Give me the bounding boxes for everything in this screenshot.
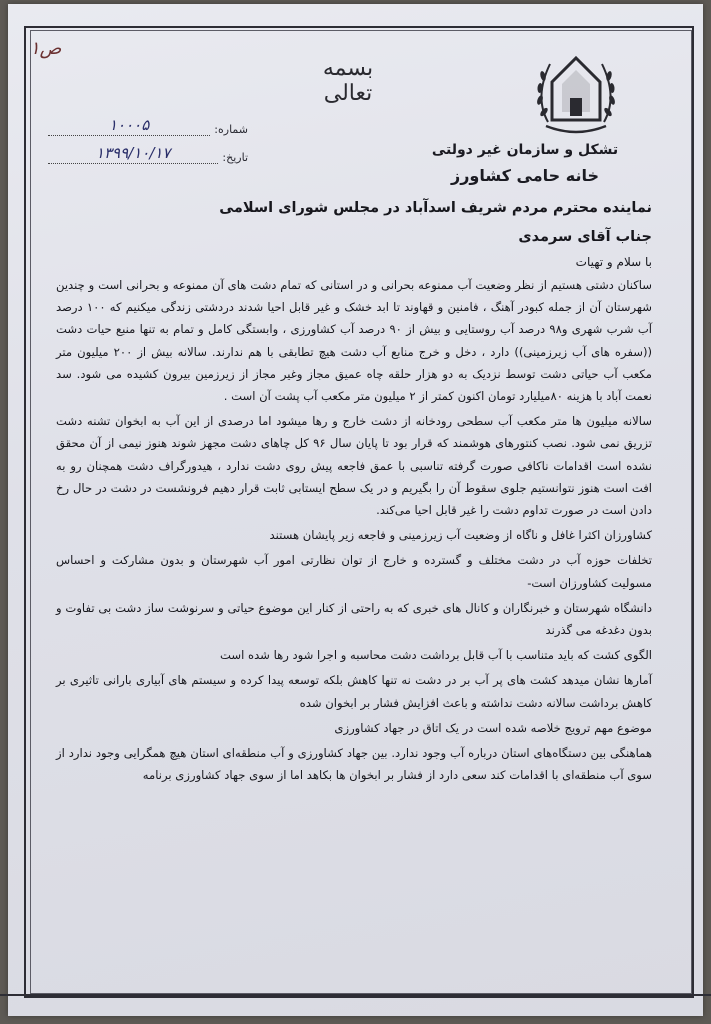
paragraph: الگوی کشت که باید متناسب با آب قابل برداشت دشت محاسبه و اجرا شود رها شده است	[220, 648, 652, 663]
date-row	[48, 144, 248, 164]
organization-title: خانه حامی کشاورز	[451, 166, 599, 185]
organization-type: تشکل و سازمان غیر دولتی	[431, 142, 619, 158]
letter-metadata	[48, 116, 248, 172]
invocation-text: بسمه تعالی	[322, 56, 374, 106]
table-edge	[0, 994, 711, 996]
date-value: ۱۳۹۹/۱۰/۱۷	[48, 144, 218, 164]
organization-logo-emblem	[526, 42, 626, 142]
letter-page	[8, 4, 703, 1016]
paragraph: موضوع مهم ترویج خلاصه شده است در یک اتاق در جهاد کشاورزی	[334, 720, 652, 735]
paragraph: تخلفات حوزه آب در دشت مختلف و گسترده و خارج از توان نظارتی امور آب شهرستان و بدون مشارکت و احساس مسولیت کشاورزان است-	[56, 553, 652, 590]
page-mark: ص۱	[30, 38, 62, 59]
paragraph: آمارها نشان میدهد کشت های پر آب بر در دشت نه تنها کاهش بلکه توسعه پیدا کرده و سیستم های آبیاری بارانی تاثیری بر کاهش برداشت سالانه دشت نداشته و باعث افزایش فشار بر ابخوان شده	[56, 673, 652, 710]
paragraph: هماهنگی بین دستگاه‌های استان درباره آب وجود ندارد. بین جهاد کشاورزی و آب منطقه‌ای استان هیچ همگرایی وجود ندارد از سوی آب منطقه‌ای با اقدامات کند سعی دارد از فشار بر ابخوان ها بکاهد اما از سوی جهاد کشاورزی برنامه	[56, 746, 652, 783]
date-label: تاریخ:	[222, 151, 248, 164]
paragraph: ساکنان دشتی هستیم از نظر وضعیت آب ممنوعه بحرانی و در استانی که تمام دشت های آن ممنوعه و بحرانی است و چندین شهرستان آن از جمله کبودر آهنگ ، فامنین و قهاوند تا ابد خشک و غیر قابل احیا شدند دردشتی زندگی میکنیم که ۱۰۰ درصد آب شرب شهری و۹۸ درصد آب روستایی و بیش از ۹۰ درصد آب کشاورزی ، وابستگی کامل و تمام به تنها منبع حیات دشت ((سفره های آب زیرزمینی)) دارد ، دخل و خرج منابع آب دشت هیچ تطابقی با هم ندارند. سالانه بیش از ۲۰۰ میلیون متر مکعب آب حیاتی دشت توسط نزدیک به دو هزار حلقه چاه عمیق مجاز وغیر مجاز از زیرزمین بیرون کشیده می شود. سد نعمت آباد با هزینه ۸۰میلیارد تومان اکنون کمتر از ۲ میلیون متر مکعب آب پشت آن است .	[56, 278, 653, 404]
number-value: ۱۰۰۰۵	[48, 116, 210, 136]
paragraph: کشاورزان اکثرا غافل و ناگاه از وضعیت آب زیرزمینی و فاجعه زیر پایشان هستند	[269, 528, 652, 543]
paragraph: سالانه میلیون ها متر مکعب آب سطحی رودخانه از دشت خارج و رها میشود اما درصدی از این آب به ابخوان تشنه دشت تزریق نمی شود. نصب کنتورهای هوشمند که قرار بود تا پایان سال ۹۶ کل چاهای دشت مجهز شوند هنوز نیمی از آن محقق نشده است اقدامات ناکافی صورت گرفته تناسبی با عمق فاجعه پیش روی دشت ندارد ، هیدورگراف دشت همچنان رو به افت است هنوز نتوانستیم جلوی سقوط آن را بگیریم و در یک سطح ایستابی ثابت قرار دهیم فرونشست در دشت در حال رخ دادن است در صورت تداوم دشت را غیر قابل احیا می‌کند.	[56, 414, 652, 518]
organization-name	[405, 142, 645, 185]
number-label: شماره:	[214, 123, 248, 136]
addressee-line: نماینده محترم مردم شریف اسدآباد در مجلس شورای اسلامی	[219, 200, 652, 216]
letter-body	[56, 196, 652, 789]
addressee-name: جناب آقای سرمدی	[518, 229, 652, 245]
greeting: با سلام و تهیات	[575, 255, 652, 269]
number-row	[48, 116, 248, 136]
paragraph: دانشگاه شهرستان و خبرنگاران و کانال های خبری که به راحتی از کنار این موضوع حیاتی و سرنوشت ساز دشت بی تفاوت و بدون دغدغه می گذرند	[56, 600, 652, 638]
